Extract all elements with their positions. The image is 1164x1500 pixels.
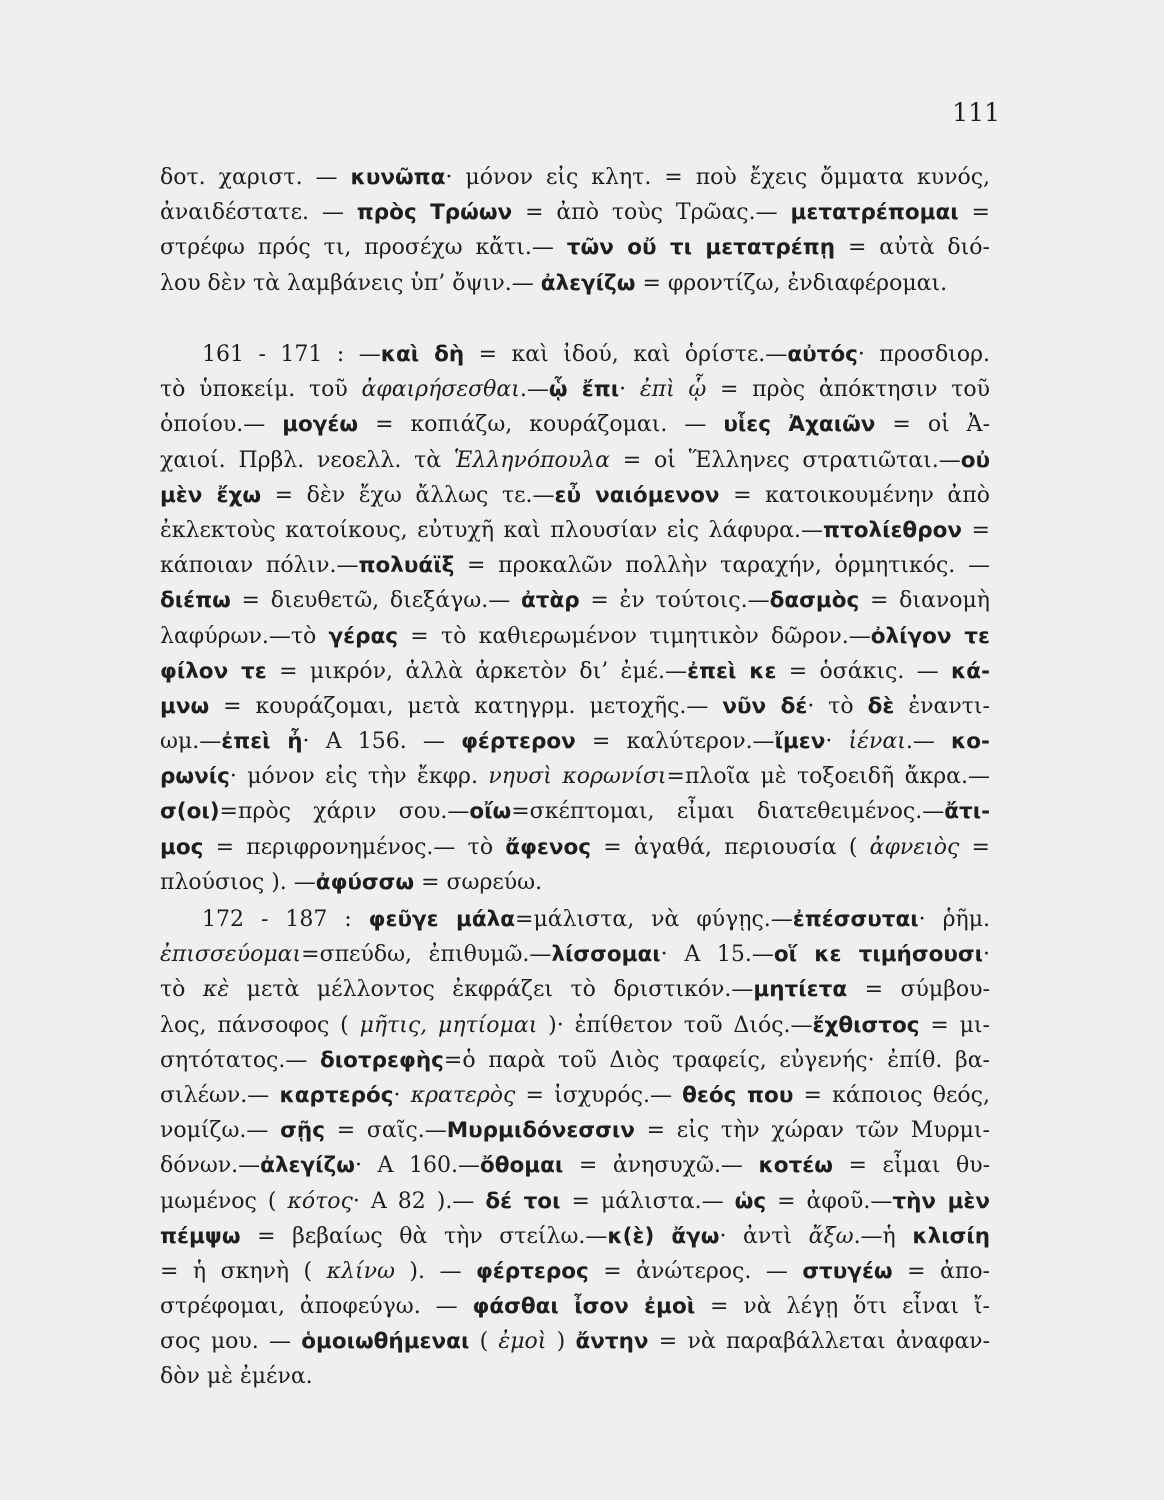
gloss-text: · [619, 377, 640, 403]
gloss-text: = βεβαίως θὰ τὴν στείλω.— [240, 1223, 608, 1249]
gloss-text: = ἀπὸ τοὺς Τρῶας.— [512, 200, 791, 226]
gloss-text: νομίζω.— [160, 1118, 281, 1144]
text-line [160, 830, 990, 865]
text-line [160, 1324, 990, 1359]
gloss-text: = κάποιος θεός, [793, 1082, 990, 1108]
italic-term: ἰέναι [848, 729, 906, 755]
gloss-text: = [962, 517, 990, 543]
gloss-text: =πλοῖα μὲ τοξοειδῆ ἄκρα.— [666, 764, 991, 790]
lemma: ἴμεν [774, 729, 826, 755]
text-line [160, 443, 990, 478]
lemma: πέμψω [160, 1223, 241, 1249]
italic-term: Ἑλληνόπουλα [453, 447, 610, 473]
text-line [160, 794, 990, 829]
gloss-text: στρέφω πρός τι, προσέχω κἄτι.— [160, 235, 567, 261]
gloss-text: = ἀπο- [892, 1258, 990, 1284]
text-line [160, 865, 990, 900]
text-line [160, 230, 990, 265]
text-line [160, 1254, 990, 1289]
gloss-text: = προκαλῶν πολλὴν ταραχήν, ὁρμητικός. — [454, 553, 990, 579]
gloss-text: = νὰ παραβάλλεται ἀναφαν- [648, 1329, 990, 1355]
gloss-text: ). — [394, 1258, 476, 1284]
gloss-text: · Α 160.— [354, 1153, 480, 1179]
gloss-text: · προσδιορ. [857, 342, 991, 367]
gloss-text: = ἰσχυρός.— [515, 1082, 683, 1108]
lemma: μὲν ἔχω [160, 482, 262, 508]
lemma: κο- [951, 729, 990, 755]
italic-term: ἀφνειὸς [869, 834, 960, 860]
gloss-text: · ἀντὶ [719, 1223, 809, 1249]
gloss-text: = εἰς τὴν χώραν τῶν Μυρμι- [634, 1118, 990, 1144]
text-line [160, 1113, 990, 1148]
gloss-text: ) [546, 1329, 576, 1355]
gloss-text: δόνων.— [160, 1153, 261, 1179]
lemma: σ(οι) [160, 799, 220, 825]
italic-term: ἄξω [808, 1223, 854, 1249]
gloss-text: = καὶ ἰδού, καὶ ὁρίστε.— [464, 342, 788, 367]
gloss-text: λου δὲν τὰ λαμβάνεις ὑπ’ ὄψιν.— [160, 270, 541, 296]
lemma: υἷες Ἀχαιῶν [723, 412, 876, 438]
lemma: ἀτὰρ [520, 588, 580, 614]
gloss-text: =ὁ παρὰ τοῦ Διὸς τραφείς, εὐγενής· ἐπίθ. βα- [443, 1047, 990, 1073]
lemma: ρωνίς [160, 764, 230, 790]
gloss-text: = ἀγαθά, περιουσία ( [591, 834, 870, 860]
gloss-text: = καλύτερον.— [575, 729, 775, 755]
lemma: διοτρεφὴς [320, 1047, 444, 1073]
gloss-text: = ἀνώτερος. — [588, 1258, 803, 1284]
gloss-text: .— [905, 729, 952, 755]
gloss-text: = ὁσάκις. — [776, 658, 952, 684]
text-line [160, 478, 990, 513]
gloss-text: σιλέων.— [160, 1082, 280, 1108]
text-line [160, 1184, 990, 1219]
lemma: κυνῶπα [350, 165, 446, 190]
lemma: δασμὸς [769, 588, 860, 614]
gloss-text: = δὲν ἔχω ἄλλως τε.— [261, 482, 555, 508]
lemma: ὀλίγον τε [870, 623, 990, 649]
lemma: ἐπέσσυται [792, 907, 919, 932]
gloss-text: ( [469, 1329, 499, 1355]
text-line [160, 689, 990, 724]
lemma: μογέω [282, 412, 359, 438]
gloss-text: λος, πάνσοφος ( [160, 1012, 360, 1038]
italic-term: ἐπὶ ᾧ [639, 377, 707, 403]
lemma: φέρτερον [461, 729, 576, 755]
gloss-text: · [393, 1082, 411, 1108]
gloss-text: χαιοί. Πρβλ. νεοελλ. τὰ [160, 447, 454, 473]
lemma: τὴν μὲν [892, 1188, 991, 1214]
lemma: νῦν δέ [722, 693, 808, 719]
lemma: οὐ [960, 447, 990, 473]
gloss-text: = φροντίζω, ἐνδιαφέρομαι. [635, 270, 948, 296]
gloss-text: = κατοικουμένην ἀπὸ [719, 482, 990, 508]
lemma: φάσθαι ἶσον ἐμοὶ [472, 1294, 696, 1320]
gloss-text: = μικρόν, ἀλλὰ ἀρκετὸν δι’ ἐμέ.— [266, 658, 688, 684]
gloss-text: · [983, 942, 990, 968]
lemma: ἀφύσσω [315, 869, 415, 895]
lemma: δὲ [867, 693, 895, 719]
gloss-text: σητότατος.— [160, 1047, 321, 1073]
text-line [160, 1289, 990, 1324]
lemma: ὄθομαι [479, 1153, 564, 1179]
text-line [160, 724, 990, 759]
lemma: κοτέω [758, 1153, 833, 1179]
gloss-text: = ἀνησυχῶ.— [563, 1153, 759, 1179]
text-line [160, 266, 990, 301]
gloss-text: = [958, 200, 990, 226]
lemma: πρὸς Τρώων [356, 200, 513, 226]
gloss-text: ἀναιδέστατε. — [160, 200, 357, 226]
italic-term: κὲ [202, 977, 230, 1003]
gloss-text: = μάλιστα.— [560, 1188, 735, 1214]
text-line [160, 902, 990, 937]
lemma: μετατρέπομαι [790, 200, 959, 226]
gloss-text: = εἶμαι θυ- [832, 1153, 990, 1179]
text-line [160, 513, 990, 548]
text-line [160, 937, 990, 972]
gloss-text: = πρὸς ἀπόκτησιν τοῦ [706, 377, 990, 403]
gloss-text: = ἐν τούτοις.— [579, 588, 770, 614]
gloss-text: · Α 15.— [660, 942, 774, 968]
lemma: μητίετα [753, 977, 848, 1003]
italic-term: μῆτις, μητίομαι [359, 1012, 538, 1038]
gloss-text: = [959, 834, 990, 860]
lemma: ὁμοιωθήμεναι [301, 1329, 470, 1355]
text-line [160, 654, 990, 689]
gloss-text: = διευθετῶ, διεξάγω.— [230, 588, 521, 614]
lemma: ἄτι- [944, 799, 990, 825]
gloss-text: στρέφομαι, ἀποφεύγω. — [160, 1294, 473, 1320]
lemma: στυγέω [802, 1258, 893, 1284]
gloss-text: τὸ ὑποκείμ. τοῦ [160, 377, 362, 403]
lemma: πολυάϊξ [358, 553, 455, 579]
lemma: λίσσομαι [551, 942, 661, 968]
gloss-text: = σαῖς.— [324, 1118, 447, 1144]
lemma: τῶν οὔ τι μετατρέπῃ [566, 235, 836, 261]
gloss-text: = οἱ Ἀ- [875, 412, 991, 438]
lemma: μος [160, 834, 204, 860]
text-line [160, 1359, 990, 1394]
lemma: σῇς [280, 1118, 325, 1144]
gloss-text: μωμένος ( [160, 1188, 288, 1214]
lemma: μνω [160, 693, 210, 719]
gloss-text: · ῥῆμ. [918, 907, 990, 932]
gloss-text: = νὰ λέγῃ ὅτι εἶναι ἴ- [695, 1294, 990, 1320]
lemma: ἀλεγίζω [540, 270, 636, 296]
italic-term: κλίνω [326, 1258, 395, 1284]
lemma: φίλον τε [160, 658, 267, 684]
text-line [160, 1078, 990, 1113]
gloss-text: πλούσιος ). — [160, 869, 316, 895]
lemma: ἔχθιστος [812, 1012, 920, 1038]
italic-term: νηυσὶ κορωνίσι [488, 764, 667, 790]
gloss-text: ωμ.— [160, 729, 222, 755]
gloss-text: = διανομὴ [859, 588, 990, 614]
gloss-text: = οἱ Ἕλληνες στρατιῶται.— [609, 447, 961, 473]
text-line [160, 759, 990, 794]
gloss-text: σος μου. — [160, 1329, 302, 1355]
paragraph-3 [160, 902, 990, 1395]
page-number: 111 [952, 98, 1000, 127]
lemma: οἴω [469, 799, 512, 825]
gloss-text: · Α 156. — [302, 729, 462, 755]
gloss-text: .— [519, 377, 549, 403]
italic-term: κότος [287, 1188, 353, 1214]
italic-term: κρατερὸς [410, 1082, 516, 1108]
text-line [160, 337, 990, 372]
lemma: ἐπεὶ ἦ [221, 729, 303, 755]
text-line [160, 1043, 990, 1078]
text-line [160, 372, 990, 407]
text-line [160, 195, 990, 230]
lemma: ἄφενος [505, 834, 592, 860]
gloss-text: ὁποίου.— [160, 412, 283, 438]
lemma: γέρας [328, 623, 399, 649]
text-line [160, 972, 990, 1007]
gloss-text: κάποιαν πόλιν.— [160, 553, 359, 579]
lemma: ἐπεὶ κε [687, 658, 777, 684]
gloss-text: =πρὸς χάριν σου.— [219, 799, 470, 825]
lemma: δέ τοι [485, 1188, 561, 1214]
paragraph-1 [160, 160, 990, 301]
italic-term: ἀφαιρήσεσθαι [361, 377, 520, 403]
text-line [160, 1008, 990, 1043]
gloss-text: · [825, 729, 849, 755]
paragraph-2 [160, 337, 990, 900]
gloss-text: )· ἐπίθετον τοῦ Διός.— [537, 1012, 813, 1038]
text-line [160, 1219, 990, 1254]
lemma: ἀλεγίζω [260, 1153, 355, 1179]
lemma: εὖ ναιόμενον [554, 482, 720, 508]
gloss-text: μετὰ μέλλοντος ἐκφράζει τὸ δριστικόν.— [229, 977, 754, 1003]
gloss-text: = ἡ σκηνὴ ( [160, 1258, 327, 1284]
lemma: αὐτός [787, 342, 858, 367]
gloss-text: = περιφρονημένος.— τὸ [203, 834, 506, 860]
gloss-text: · Α 82 ).— [352, 1188, 486, 1214]
lemma: φεῦγε μάλα [368, 907, 516, 932]
lemma: κλισίη [912, 1223, 991, 1249]
lemma: κ(ὲ) ἄγω [607, 1223, 720, 1249]
gloss-text: δοτ. χαριστ. — [160, 165, 351, 190]
lemma: φέρτερος [475, 1258, 589, 1284]
gloss-text: τὸ [160, 977, 203, 1003]
text-line [160, 160, 990, 195]
gloss-text: λαφύρων.—τὸ [160, 623, 329, 649]
lemma: καρτερός [279, 1082, 394, 1108]
gloss-text: = σωρεύω. [414, 869, 543, 895]
gloss-text: · μόνον εἰς κλητ. = ποὺ ἔχεις ὄμματα κυνός, [445, 165, 991, 190]
lemma: θεός που [682, 1082, 794, 1108]
lemma: κά- [951, 658, 990, 684]
gloss-text: ἐκλεκτοὺς κατοίκους, εὐτυχῆ καὶ πλουσίαν εἰς λάφυρα.— [160, 517, 823, 543]
lemma: καὶ δὴ [380, 342, 465, 367]
text-line [160, 407, 990, 442]
gloss-text: = ἀφοῦ.— [766, 1188, 893, 1214]
text-line [160, 548, 990, 583]
lemma: Μυρμιδόνεσσιν [446, 1118, 635, 1144]
lemma: διέπω [160, 588, 231, 614]
lemma: ἄντην [575, 1329, 649, 1355]
text-line [160, 583, 990, 618]
lemma: πτολίεθρον [822, 517, 963, 543]
gloss-text: δὸν μὲ ἐμένα. [160, 1364, 313, 1390]
gloss-text: · τὸ [807, 693, 868, 719]
text-line [160, 619, 990, 654]
lemma: ὡς [734, 1188, 767, 1214]
gloss-text: = μι- [919, 1012, 990, 1038]
lemma: ᾧ ἔπι [548, 377, 620, 403]
lemma: οἵ κε τιμήσουσι [773, 942, 983, 968]
gloss-text: =σκέπτομαι, εἶμαι διατεθειμένος.— [511, 799, 945, 825]
gloss-text: = αὐτὰ διό- [835, 235, 990, 261]
gloss-text: = τὸ καθιερωμένον τιμητικὸν δῶρον.— [398, 623, 871, 649]
gloss-text: = κοπιάζω, κουράζομαι. — [358, 412, 724, 438]
gloss-text: =μάλιστα, νὰ φύγῃς.— [515, 907, 793, 932]
gloss-text: = σύμβου- [847, 977, 990, 1003]
gloss-text: .—ἡ [853, 1223, 913, 1249]
gloss-text: · μόνον εἰς τὴν ἔκφρ. [229, 764, 489, 790]
gloss-text: = κουράζομαι, μετὰ κατηγρμ. μετοχῆς.— [209, 693, 723, 719]
gloss-text: =σπεύδω, ἐπιθυμῶ.— [301, 942, 552, 968]
text-line [160, 1148, 990, 1183]
gloss-text: ἐναντι- [894, 693, 990, 719]
italic-term: ἐμοὶ [498, 1329, 547, 1355]
gloss-text: 161 - 171 : — [202, 342, 381, 367]
italic-term: ἐπισσεύομαι [160, 942, 302, 968]
gloss-text: 172 - 187 : [202, 907, 369, 932]
